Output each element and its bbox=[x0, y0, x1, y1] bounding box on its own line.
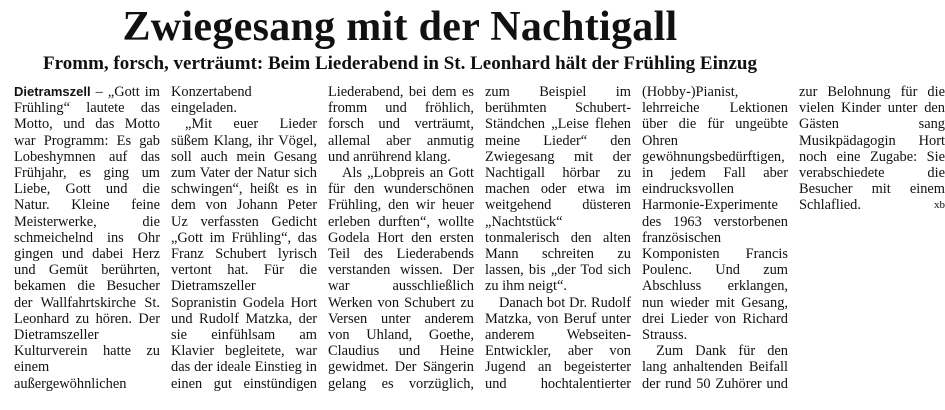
paragraph-text: – „Gott im Frühling“ lautete das Motto, und das Motto war Programm: Es gab Lobeshymnen auf das Frühjahr, es ging um Liebe, Gott und die Natur. Kleine feine Meisterwerke, die schmeichelnd ins Ohr gingen und dabei Herz und Gemüt berührten, bekamen die Besucher der Wallfahrtskirche St. Leonhard zu hören. Der Dietramszeller Kulturverein hatte zu einem außergewöhnlichen Konzertabend eingeladen. bbox=[14, 84, 252, 392]
article-subheadline: Fromm, forsch, verträumt: Beim Liederabend in St. Leonhard hält der Frühling Einzug bbox=[43, 53, 757, 74]
article-headline: Zwiegesang mit der Nachtigall bbox=[122, 4, 678, 50]
article-paragraph: Als „Lobpreis an Gott für den wunderschönen Frühling, den wir heuer erleben durften“, wollte Godela Hort den ersten Teil des Liederabends verstanden wissen. Der war ausschließlich Werken von Schubert zu Versen unter anderem von Uhland, Goethe, Claudius und Heine gewidmet. Der Sängerin gelang es vorzüglich, zum Beispiel im berühmten Schubert-Ständchen „Leise flehen meine Lieder“ den Zwiegesang mit der Nachtigall hörbar zu machen oder etwa im weitgehend düsteren „Nachtstück“ tonmalerisch den alten Mann schreiten zu lassen, bis „der Tod sich zu ihm neigt“. bbox=[328, 84, 631, 392]
paragraph-text: Zum Dank für den lang anhaltenden Beifall der rund 50 Zuhörer und zur Belohnung für die vielen Kinder unter den Gästen sang Musikpädagogin Hort noch eine Zugabe: Sie verabschiedete die Besucher mit einem Schlaflied. bbox=[642, 84, 945, 392]
author-signature: xb bbox=[934, 199, 945, 212]
article-body bbox=[14, 84, 945, 408]
article-paragraph: Danach bot Dr. Rudolf Matzka, von Beruf unter anderem Webseiten-Entwickler, aber von Jugend an begeisterter und hochtalentierter (Hobby-)Pianist, lehrreiche Lektionen über die für ungeübte Ohren gewöhnungsbedürftigen, in jedem Fall aber eindrucksvollen Harmonie-Experimente des 1963 verstorbenen französischen Komponisten Francis Poulenc. Und zum Abschluss erklangen, nun wieder mit Gesang, drei Lieder von Richard Strauss. bbox=[485, 84, 788, 392]
article-paragraph: „Mit euer Lieder süßem Klang, ihr Vögel, soll auch mein Gesang zum Vater der Natur sich schwingen“, heißt es in dem von Johann Peter Uz verfassten Gedicht „Gott im Frühling“, das Franz Schubert lyrisch vertont hat. Für die Dietramszeller Sopranistin Godela Hort und Rudolf Matzka, der sie einfühlsam am Klavier begleitete, war das der ideale Einstieg in einen gut einstündigen Liederabend, bei dem es fromm und fröhlich, forsch und verträumt, allemal aber anmutig und anrührend klang. bbox=[171, 84, 474, 392]
dateline: Dietramszell bbox=[14, 84, 91, 99]
